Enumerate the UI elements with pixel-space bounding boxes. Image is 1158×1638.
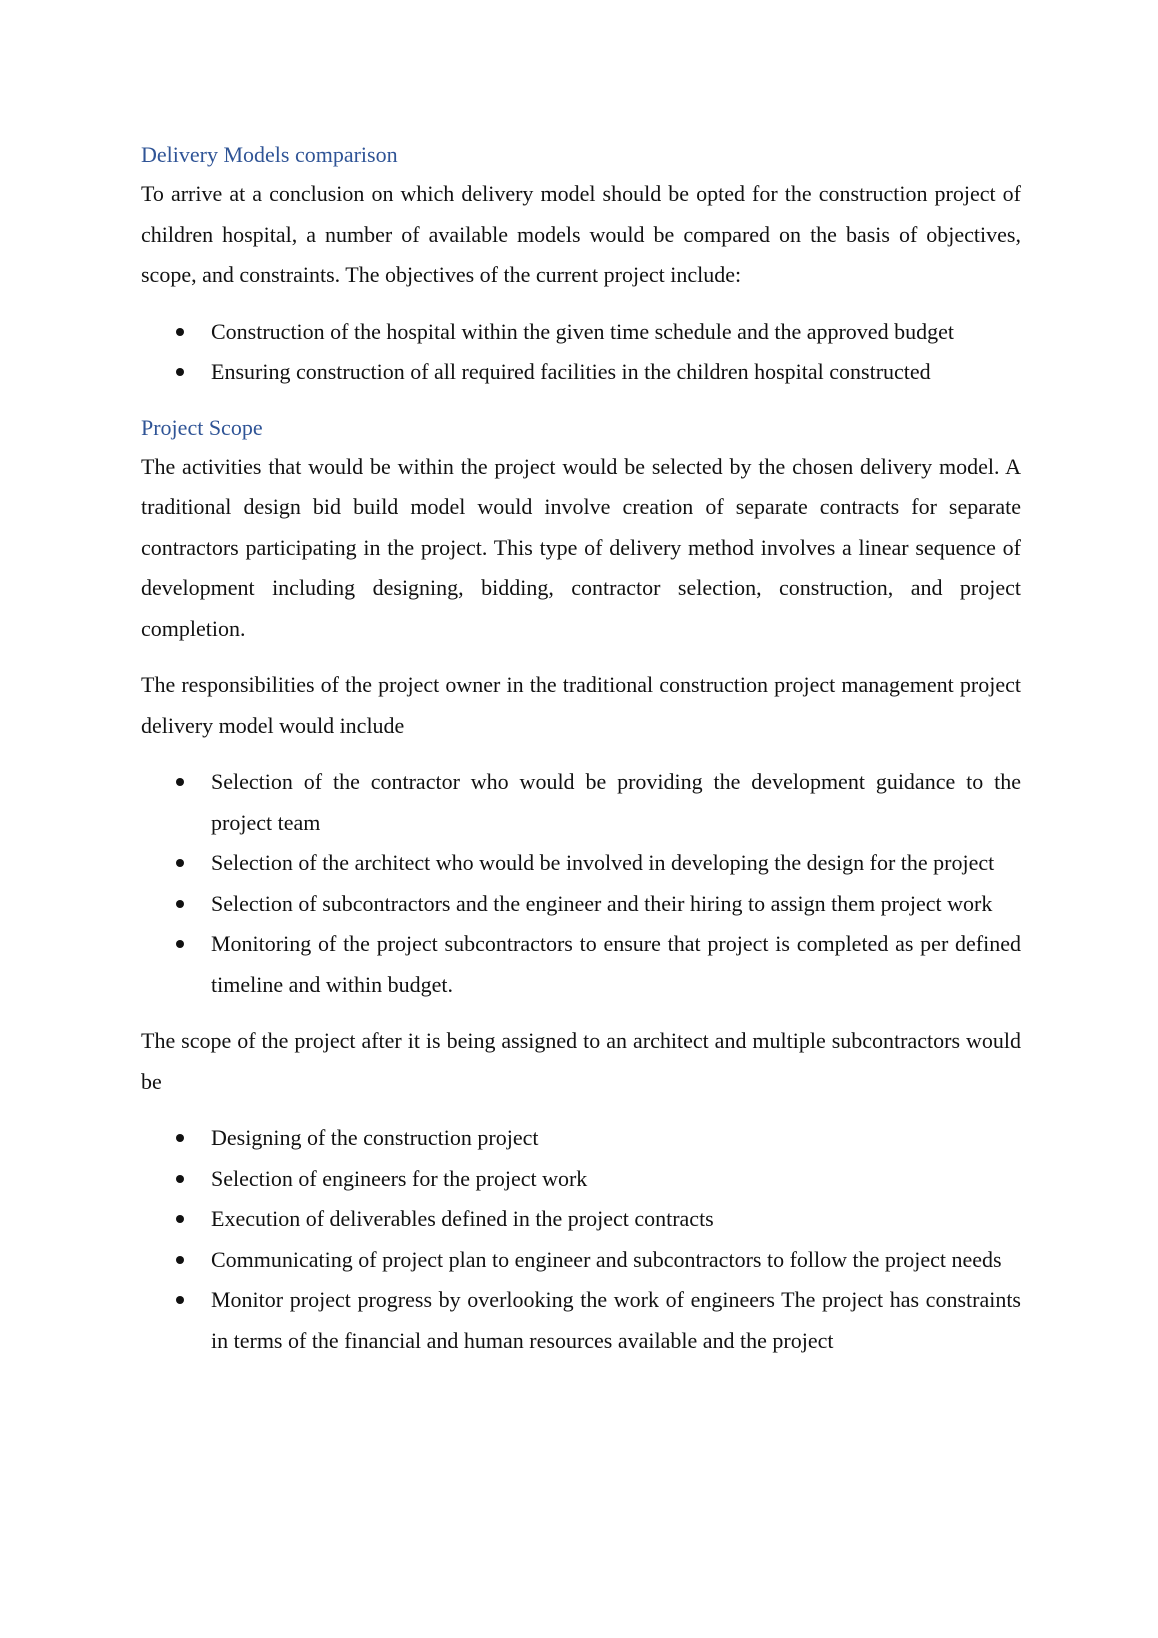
list-item: Selection of engineers for the project work (141, 1159, 1021, 1200)
list-item: Selection of subcontractors and the engineer and their hiring to assign them project work (141, 884, 1021, 925)
scope-paragraph-1: The activities that would be within the project would be selected by the chosen delivery model. A traditional design bid build model would involve creation of separate contracts for separate contractors participating in the project. This type of delivery method involves a linear sequence of development including designing, bidding, contractor selection, construction, and project completion. (141, 453, 1021, 641)
list-item: Selection of the architect who would be involved in developing the design for the project (141, 843, 1021, 884)
scope-paragraph-2: The responsibilities of the project owner in the traditional construction project management project delivery model would include (141, 672, 1021, 738)
scope-paragraph-3: The scope of the project after it is being assigned to an architect and multiple subcontractors would be (141, 1028, 1021, 1094)
list-item: Monitor project progress by overlooking the work of engineers The project has constraints in terms of the financial and human resources available and the project (141, 1280, 1021, 1361)
list-item: Monitoring of the project subcontractors to ensure that project is completed as per defined timeline and within budget. (141, 924, 1021, 1005)
bullet-icon (176, 1215, 184, 1223)
list-item: Communicating of project plan to engineer and subcontractors to follow the project needs (141, 1240, 1021, 1281)
bullet-icon (176, 1175, 184, 1183)
bullet-icon (176, 940, 184, 948)
list-item: Selection of the contractor who would be providing the development guidance to the project team (141, 762, 1021, 843)
document-page (141, 136, 1021, 1361)
owner-responsibilities-list (141, 762, 1021, 1005)
list-item: Designing of the construction project (141, 1118, 1021, 1159)
bullet-icon (176, 859, 184, 867)
intro-paragraph: To arrive at a conclusion on which delivery model should be opted for the construction project of children hospital, a number of available models would be compared on the basis of objectives, scope, and constraints. The objectives of the current project include: (141, 181, 1021, 287)
list-item: Ensuring construction of all required facilities in the children hospital constructed (141, 352, 1021, 393)
scope-items-list (141, 1118, 1021, 1361)
bullet-icon (176, 900, 184, 908)
bullet-icon (176, 1256, 184, 1264)
objectives-list (141, 312, 1021, 393)
bullet-icon (176, 1134, 184, 1142)
bullet-icon (176, 328, 184, 336)
heading-project-scope: Project Scope (141, 414, 263, 440)
list-item: Construction of the hospital within the given time schedule and the approved budget (141, 312, 1021, 353)
list-item: Execution of deliverables defined in the project contracts (141, 1199, 1021, 1240)
heading-delivery-models: Delivery Models comparison (141, 142, 398, 167)
bullet-icon (176, 368, 184, 376)
bullet-icon (176, 778, 184, 786)
bullet-icon (176, 1296, 184, 1304)
